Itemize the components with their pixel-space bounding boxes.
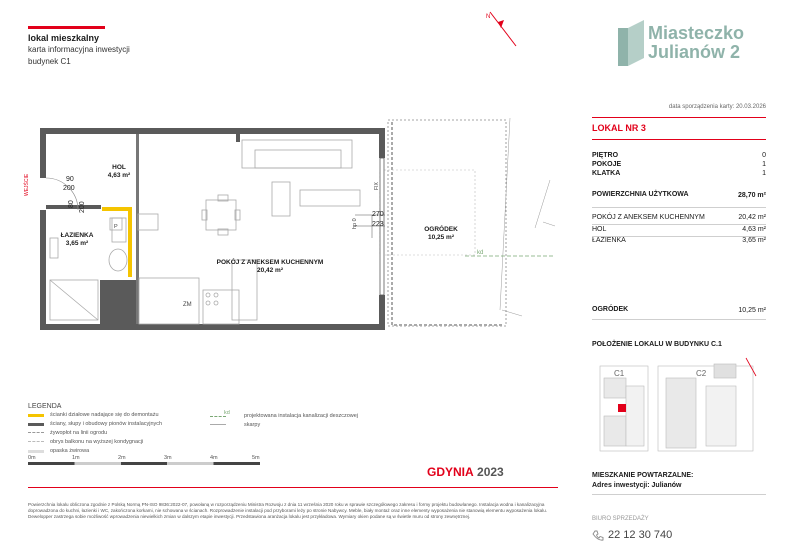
scale-0: 0m xyxy=(28,455,36,461)
scale-bar xyxy=(28,462,260,465)
address: Adres inwestycji: Julianów xyxy=(592,482,682,489)
kd-label: kd xyxy=(477,250,484,256)
footer-divider xyxy=(28,487,558,488)
area-label: POWIERZCHNIA UŻYTKOWA xyxy=(592,191,689,198)
pokoj-label: POKÓJ Z ANEKSEM KUCHENNYM 20,42 m² xyxy=(216,259,324,274)
sink xyxy=(138,214,158,230)
c1-label: C1 xyxy=(614,369,625,378)
legend-item-right-1: projektowana instalacja kanalizacji deszczowej xyxy=(244,413,359,419)
room2-value: 4,63 m² xyxy=(742,226,766,233)
scale-2: 2m xyxy=(118,455,126,461)
header-accent-bar xyxy=(28,26,105,29)
legend-item-5: opaska żwirowa xyxy=(50,448,90,454)
door1-height: 200 xyxy=(63,185,75,192)
north-arrow-icon xyxy=(484,8,524,48)
position-title: POŁOŻENIE LOKALU W BUDYNKU C.1 xyxy=(592,341,722,348)
balcony-outline xyxy=(380,170,475,255)
footnote: Powierzchnia lokalu obliczona zgodnie z Polską Normą PN-ISO 9836:2022-07, powołaną w rozporządzeniu Ministra Rozwoju z dnia 11 września 2020 roku w sprawie szczegółowego zakresu i formy projektu budowlanego. Instalacja wodna i kanalizacyjna doprowadzona do kuchni, łazienki i WC, zakończona korkami, nie schowana w ścianach. Rozprowadzenie instalacji pod przyborami leży po stronie Nabywcy. Meble, biały montaż oraz inne elementy wyposażenia nie stanowią elementu wyposażenia lokalu. Dewelopper zastrzega sobie możliwość wprowadzenia niewielkich zmian w dalszym etapie inwestycji. Przedstawiona aranżacja lokalu jest przykładowa. Wymiary okien podane są w świetle muru od strony zewnętrznej. xyxy=(28,502,548,519)
room2-label: HOL xyxy=(592,226,607,233)
staircase-value: 1 xyxy=(762,170,766,177)
area-separator xyxy=(592,207,766,208)
hol-label: HOL 4,63 m² xyxy=(107,164,131,179)
door2-height: 200 xyxy=(79,201,86,213)
north-label: N xyxy=(486,14,491,20)
hp-label: hp 0 xyxy=(352,218,358,229)
sheet-date: data sporządzenia karty: 20.03.2026 xyxy=(668,104,766,110)
c2-label: C2 xyxy=(696,369,707,378)
legend-item-1: ścianki działowe nadające się do demontażu xyxy=(50,412,159,418)
window-width: 270 xyxy=(372,211,384,218)
window-height: 223 xyxy=(372,221,384,228)
repeat-title: MIESZKANIE POWTARZALNE: xyxy=(592,472,694,479)
floor-plan xyxy=(10,110,570,400)
entrance-label: WEJŚCIE xyxy=(24,173,30,196)
garden-label: OGRÓDEK xyxy=(592,306,629,313)
zm-label: ZM xyxy=(183,302,192,308)
rooms-value: 1 xyxy=(762,161,766,168)
logo-text: Miasteczko Julianów 2 xyxy=(648,23,745,62)
right-divider xyxy=(592,117,766,118)
scale-4: 4m xyxy=(210,455,218,461)
lazienka-label: ŁAZIENKA 3,65 m² xyxy=(60,232,94,247)
partition-wall xyxy=(136,134,139,324)
door1-width: 90 xyxy=(66,176,74,183)
legend-swatch-walls xyxy=(28,423,44,426)
slope-lines xyxy=(500,118,555,316)
dining-table xyxy=(206,200,236,230)
city-year: GDYNIA 2023 xyxy=(427,465,504,479)
door2-width: 80 xyxy=(68,200,75,208)
legend-item-right-2: skarpy xyxy=(244,422,261,428)
hedge-line xyxy=(392,122,504,325)
armchair xyxy=(272,182,290,216)
room3-value: 3,65 m² xyxy=(742,237,766,244)
lokal-title: LOKAL NR 3 xyxy=(592,123,646,133)
legend-swatch-slope xyxy=(210,424,226,425)
lokal-divider xyxy=(592,139,766,140)
sofa xyxy=(242,140,352,168)
legend-swatch-removable xyxy=(28,414,44,417)
staircase-label: KLATKA xyxy=(592,170,621,177)
toilet xyxy=(109,249,127,271)
fix-label: FIX xyxy=(374,182,380,190)
legend-swatch-kd xyxy=(210,416,226,417)
legend-title: LEGENDA xyxy=(28,403,62,410)
header-building: budynek C1 xyxy=(28,57,71,66)
p-label: P xyxy=(114,224,118,230)
header-title: lokal mieszkalny xyxy=(28,33,100,43)
room1-label: POKÓJ Z ANEKSEM KUCHENNYM xyxy=(592,214,705,221)
area-value: 28,70 m² xyxy=(737,192,766,199)
legend-kd-symbol: kd xyxy=(224,410,230,416)
rooms-label: POKOJE xyxy=(592,161,622,168)
tv-unit xyxy=(300,190,360,206)
scale-1: 1m xyxy=(72,455,80,461)
unit-marker xyxy=(618,404,626,412)
floor-label: PIĘTRO xyxy=(592,152,619,159)
floor-value: 0 xyxy=(762,152,766,159)
scale-3: 3m xyxy=(164,455,172,461)
room3-label: ŁAZIENKA xyxy=(592,237,626,244)
legend-item-4: obrys balkonu na wyższej kondygnacji xyxy=(50,439,144,445)
phone-icon xyxy=(592,530,604,542)
legend-swatch-hedge xyxy=(28,432,44,433)
legend-item-3: żywopłot na linii ogrodu xyxy=(50,430,108,436)
header-subtitle: karta informacyjna inwestycji xyxy=(28,45,130,54)
walls xyxy=(40,128,385,330)
scale-5: 5m xyxy=(252,455,260,461)
kitchen-counter xyxy=(139,278,199,324)
ogrodek-label: OGRÓDEK 10,25 m² xyxy=(424,226,458,241)
legend-item-2: ściany, słupy i obudowy pionów instalacyjnych xyxy=(50,421,163,427)
phone-number[interactable]: 22 12 30 740 xyxy=(608,529,673,541)
legend-swatch-gravel xyxy=(28,450,44,453)
sales-office-label: BIURO SPRZEDAŻY xyxy=(592,516,649,522)
garden-outline xyxy=(388,120,506,326)
room1-value: 20,42 m² xyxy=(738,214,766,221)
legend-swatch-balcony xyxy=(28,441,44,442)
building-map xyxy=(596,356,766,456)
garden-value: 10,25 m² xyxy=(738,307,766,314)
